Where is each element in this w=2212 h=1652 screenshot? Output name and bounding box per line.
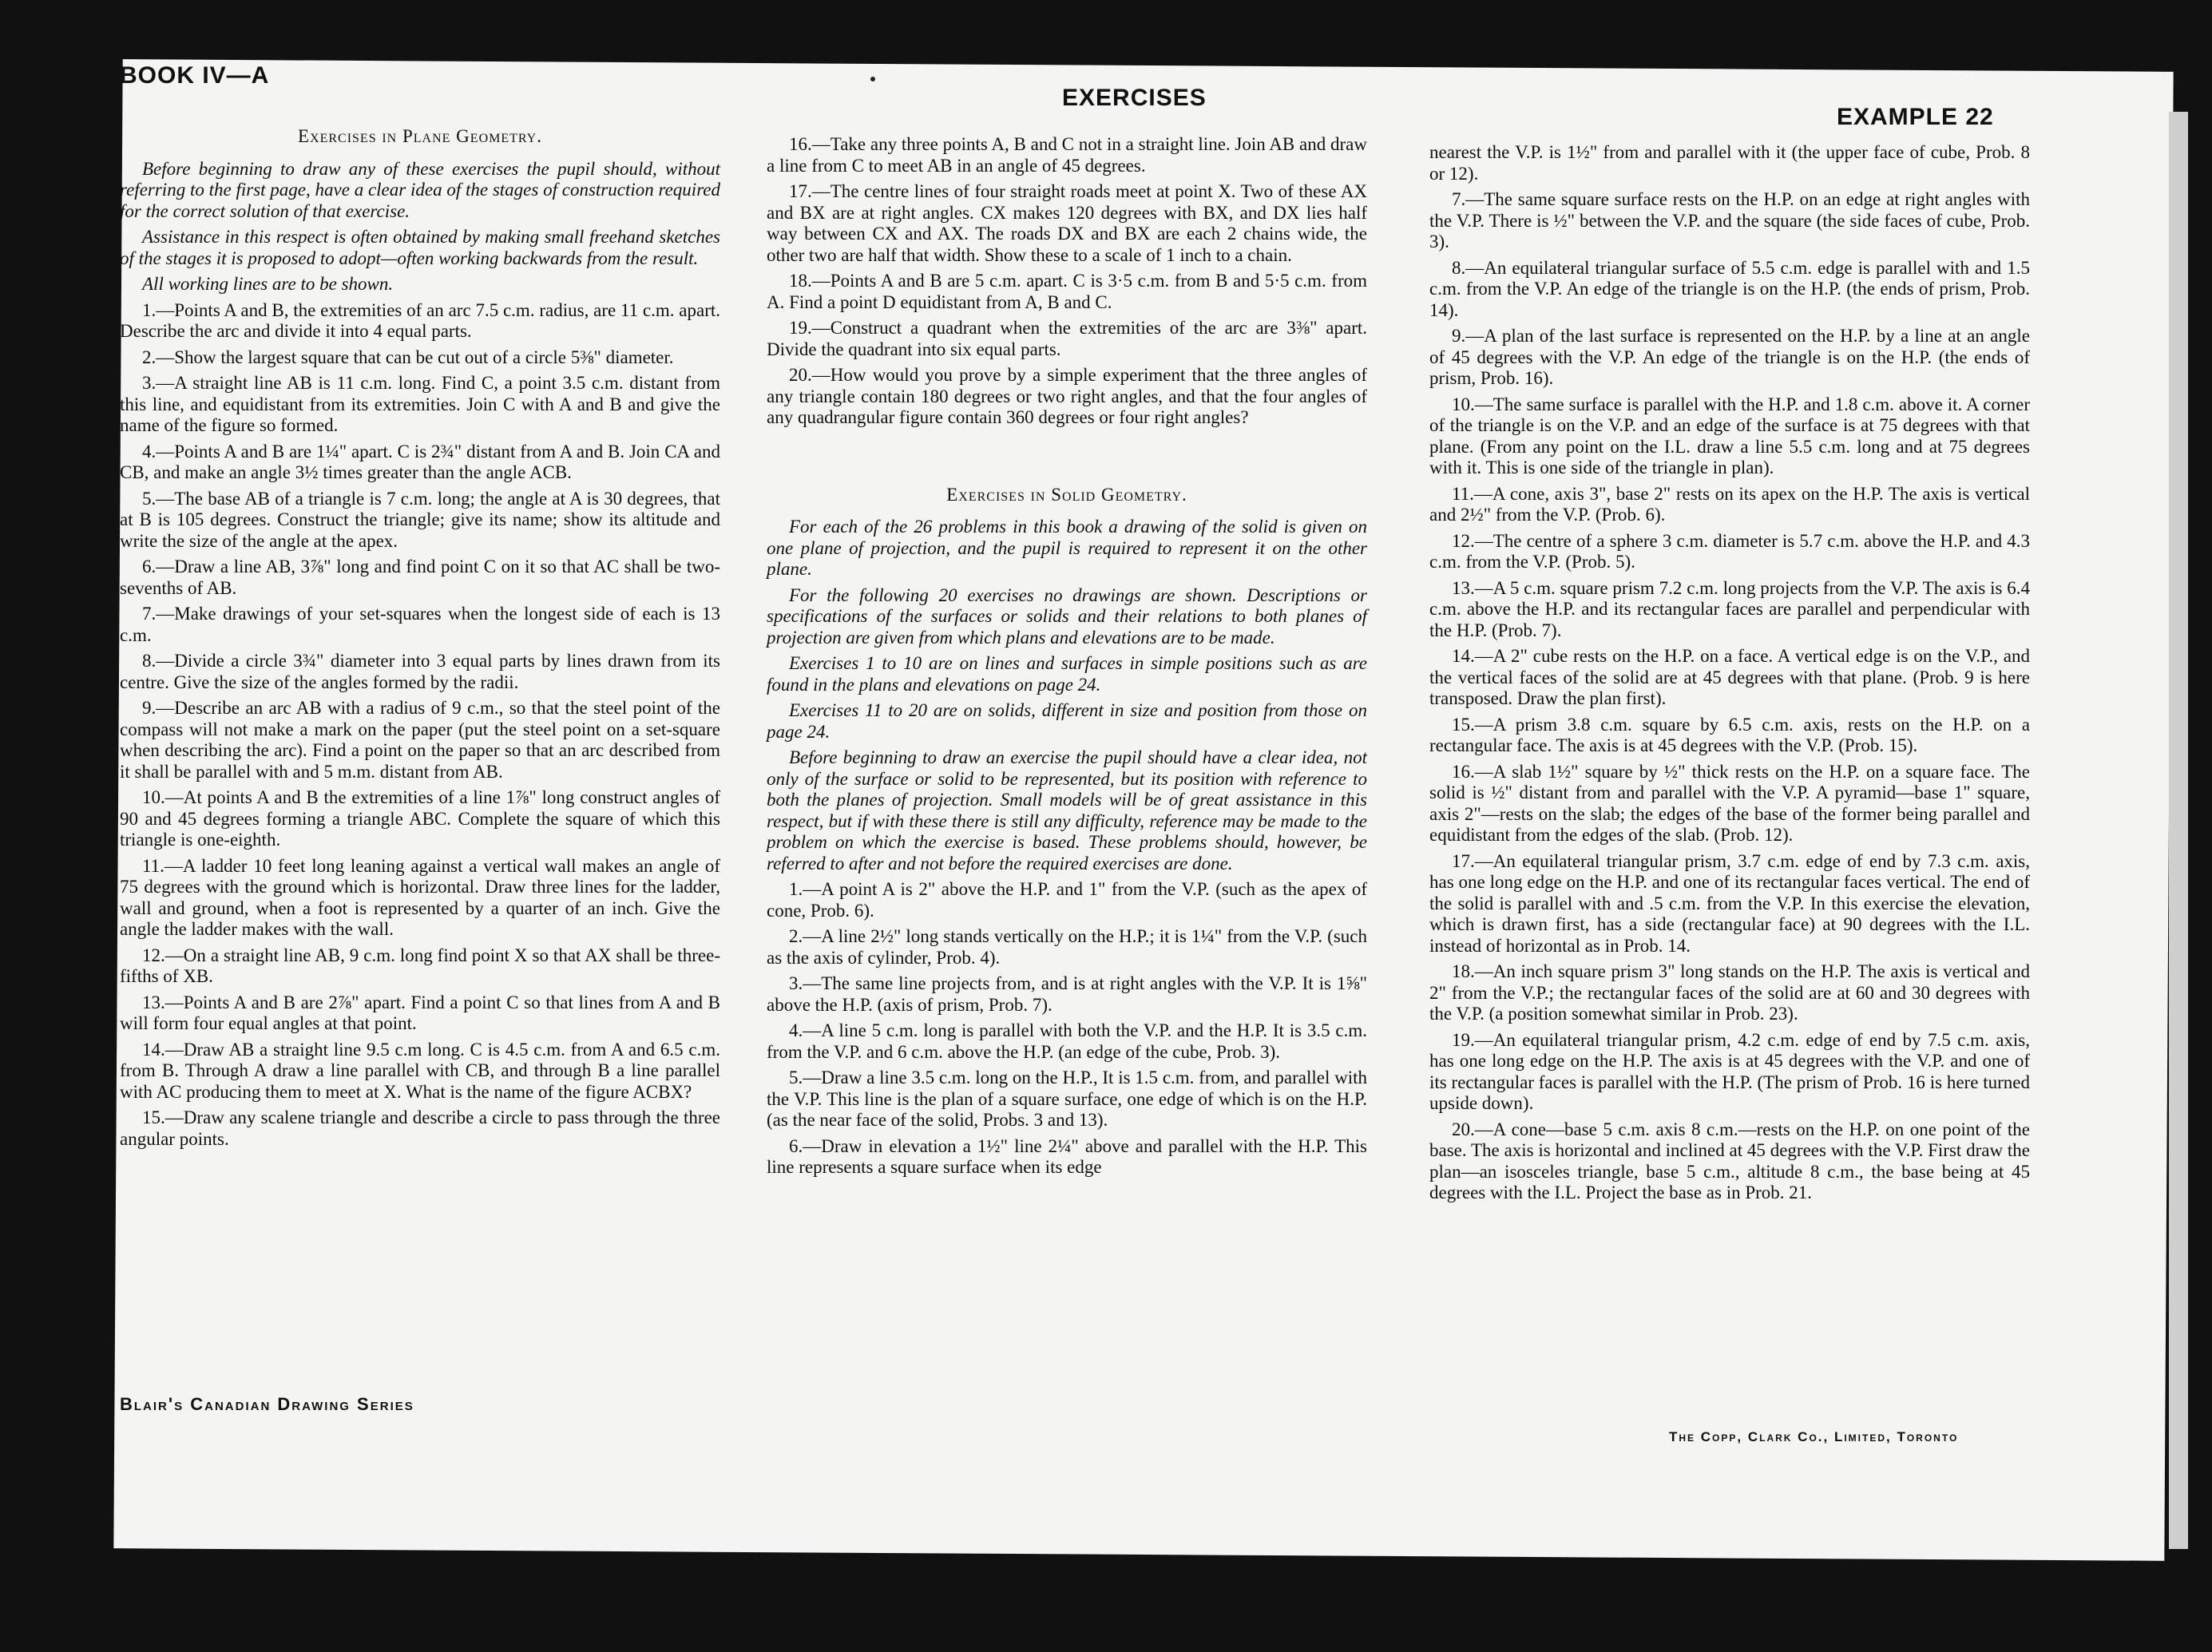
exercise-item: 16.—Take any three points A, B and C not in a straight line. Join AB and draw a line from C to meet AB in an angle of 45 degrees.	[767, 134, 1367, 176]
plane-intro: Before beginning to draw any of these exercises the pupil should, without referring to the first page, have a clear idea of the stages of construction required for the correct solution of that exercise.	[120, 158, 720, 221]
exercise-item: 12.—On a straight line AB, 9 c.m. long find point X so that AX shall be three-fifths of XB.	[120, 945, 720, 986]
exercise-item: 16.—A slab 1½" square by ½" thick rests on the H.P. on a square face. The solid is ½" distant from and parallel with the V.P. A pyramid—base 1" square, axis 2"—rests on the slab; the edges of the base of the former being parallel and equidistant from the edges of the slab. (Prob. 12).	[1429, 761, 2030, 845]
exercise-item: 13.—Points A and B are 2⅞" apart. Find a point C so that lines from A and B will form four equal angles at that point.	[120, 992, 720, 1033]
series-footer: Blair's Canadian Drawing Series	[120, 1394, 414, 1414]
example-label: EXAMPLE 22	[1837, 104, 1994, 130]
solid-intro: For each of the 26 problems in this book a drawing of the solid is given on one plane of projection, and the pupil is required to represent it on the other plane.	[767, 517, 1367, 579]
solid-heading: Exercises in Solid Geometry.	[946, 484, 1187, 505]
exercise-item: 12.—The centre of a sphere 3 c.m. diameter is 5.7 c.m. above the H.P. and 4.3 c.m. from the V.P. (Prob. 5).	[1429, 530, 2030, 572]
exercise-item: 14.—A 2" cube rests on the H.P. on a face. A vertical edge is on the V.P., and the vertical faces of the solid are at 45 degrees with that plane. (Prob. 9 is here transposed. Draw the plan first).	[1429, 646, 2030, 708]
exercise-item: 17.—An equilateral triangular prism, 3.7 c.m. edge of end by 7.3 c.m. axis, has one long edge on the H.P. and one of its rectangular faces vertical. The end of the solid is parallel with and .5 c.m. from the V.P. In this exercise the elevation, which is drawn first, has a side (rectangular face) at 90 degrees with the I.L. instead of horizontal as in Prob. 14.	[1429, 850, 2030, 956]
exercise-item: 1.—Points A and B, the extremities of an arc 7.5 c.m. radius, are 11 c.m. apart. Describe the arc and divide it into 4 equal parts.	[120, 299, 720, 341]
page-title: EXERCISES	[1062, 85, 1207, 111]
column-right	[1429, 142, 2030, 1209]
exercise-item: 2.—A line 2½" long stands vertically on the H.P.; it is 1¼" from the V.P. (such as the axis of cylinder, Prob. 4).	[767, 926, 1367, 968]
publisher-footer: The Copp, Clark Co., Limited, Toronto	[1669, 1429, 1959, 1444]
exercise-item: 9.—A plan of the last surface is represented on the H.P. by a line at an angle of 45 degrees with the V.P. An edge of the triangle is on the H.P. (the ends of prism, Prob. 16).	[1429, 326, 2030, 388]
exercise-item: 11.—A cone, axis 3", base 2" rests on its apex on the H.P. The axis is vertical and 2½" from the V.P. (Prob. 6).	[1429, 483, 2030, 525]
exercise-item: 14.—Draw AB a straight line 9.5 c.m long. C is 4.5 c.m. from A and 6.5 c.m. from B. Through A draw a line parallel with CB, and through B a line parallel with AC producing them to meet at X. What is the name of the figure ACBX?	[120, 1039, 720, 1102]
exercise-item: 5.—The base AB of a triangle is 7 c.m. long; the angle at A is 30 degrees, that at B is 105 degrees. Construct the triangle; give its name; show its altitude and write the size of the angle at the apex.	[120, 488, 720, 551]
exercise-item: 11.—A ladder 10 feet long leaning against a vertical wall makes an angle of 75 degrees with the ground which is horizontal. Draw three lines for the ladder, wall and ground, when a foot is represented by a quarter of an inch. Give the angle the ladder makes with the wall.	[120, 855, 720, 939]
plane-intro: All working lines are to be shown.	[142, 274, 394, 294]
exercise-item: 2.—Show the largest square that can be cut out of a circle 5⅜" diameter.	[142, 347, 674, 367]
exercise-item: 9.—Describe an arc AB with a radius of 9 c.m., so that the steel point of the compass will not make a mark on the paper (put the steel point on a set-square when describing the arc). Find a point on the paper so that an arc described from it shall be parallel with and 5 m.m. distant from AB.	[120, 698, 720, 782]
exercise-item: 18.—An inch square prism 3" long stands on the H.P. The axis is vertical and 2" from the V.P.; the rectangular faces of the solid are at 60 and 30 degrees with the V.P. (a position somewhat similar in Prob. 23).	[1429, 961, 2030, 1024]
exercise-item: 5.—Draw a line 3.5 c.m. long on the H.P., It is 1.5 c.m. from, and parallel with the V.P. This line is the plan of a square surface, one edge of which is on the H.P. (as the near face of the solid, Probs. 3 and 13).	[767, 1068, 1367, 1130]
exercise-item: 8.—An equilateral triangular surface of 5.5 c.m. edge is parallel with and 1.5 c.m. from the V.P. An edge of the triangle is on the H.P. (the ends of prism, Prob. 14).	[1429, 257, 2030, 320]
exercise-item: 6.—Draw a line AB, 3⅞" long and find point C on it so that AC shall be two-sevenths of AB.	[120, 557, 720, 598]
solid-intro: Before beginning to draw an exercise the pupil should have a clear idea, not only of the surface or solid to be represented, but its position with reference to both the planes of projection. Small models will be of great assistance in this respect, but if with these there is still any difficulty, reference may be made to the problem on which the exercise is based. These problems should, however, be referred to after and not before the required exercises are done.	[767, 747, 1367, 874]
exercise-item: 20.—A cone—base 5 c.m. axis 8 c.m.—rests on the H.P. on one point of the base. The axis is horizontal and inclined at 45 degrees with the V.P. First draw the plan—an isosceles triangle, base 5 c.m., altitude 8 c.m., the base being at 45 degrees with the I.L. Project the base as in Prob. 21.	[1429, 1119, 2030, 1202]
exercise-item: 7.—The same square surface rests on the H.P. on an edge at right angles with the V.P. There is ½" between the V.P. and the square (the side faces of cube, Prob. 3).	[1429, 189, 2030, 252]
exercise-item: nearest the V.P. is 1½" from and parallel with it (the upper face of cube, Prob. 8 or 12).	[1429, 142, 2030, 184]
solid-intro: Exercises 11 to 20 are on solids, different in size and position from those on page 24.	[767, 700, 1367, 742]
exercise-item: 3.—A straight line AB is 11 c.m. long. Find C, a point 3.5 c.m. distant from this line, and equidistant from its extremities. Join C with A and B and give the name of the figure so formed.	[120, 373, 720, 435]
exercise-item: 19.—An equilateral triangular prism, 4.2 c.m. edge of end by 7.5 c.m. axis, has one long edge on the H.P. The axis is at 45 degrees with the V.P. and one of its rectangular faces is parallel with the H.P. (The prism of Prob. 16 is here turned upside down).	[1429, 1029, 2030, 1113]
solid-intro: For the following 20 exercises no drawings are shown. Descriptions or specifications of the surfaces or solids and their relations to both planes of projection are given from which plans and elevations are to be made.	[767, 584, 1367, 648]
column-middle	[767, 134, 1367, 1183]
exercise-item: 15.—Draw any scalene triangle and describe a circle to pass through the three angular points.	[120, 1107, 720, 1149]
exercise-item: 4.—A line 5 c.m. long is parallel with both the V.P. and the H.P. It is 3.5 c.m. from the V.P. and 6 c.m. above the H.P. (an edge of the cube, Prob. 3).	[767, 1020, 1367, 1062]
exercise-item: 3.—The same line projects from, and is at right angles with the V.P. It is 1⅝" above the H.P. (axis of prism, Prob. 7).	[767, 973, 1367, 1015]
book-label: BOOK IV—A	[120, 62, 270, 89]
exercise-item: 6.—Draw in elevation a 1½" line 2¼" above and parallel with the H.P. This line represents a square surface when its edge	[767, 1135, 1367, 1177]
exercise-item: 18.—Points A and B are 5 c.m. apart. C is 3·5 c.m. from B and 5·5 c.m. from A. Find a point D equidistant from A, B and C.	[767, 271, 1367, 312]
plane-intro: Assistance in this respect is often obtained by making small freehand sketches of the stages it is proposed to adopt—often working backwards from the result.	[120, 227, 720, 268]
exercise-item: 17.—The centre lines of four straight roads meet at point X. Two of these AX and BX are at right angles. CX makes 120 degrees with BX, and DX lies half way between CX and AX. The roads DX and BX are each 2 chains wide, the other two are half that width. Show these to a scale of 1 inch to a chain.	[767, 181, 1367, 265]
exercise-item: 4.—Points A and B are 1¼" apart. C is 2¾" distant from A and B. Join CA and CB, and make an angle 3½ times greater than the angle ACB.	[120, 441, 720, 482]
column-plane-geometry	[120, 120, 720, 1155]
exercise-item: 10.—The same surface is parallel with the H.P. and 1.8 c.m. above it. A corner of the triangle is on the V.P. and an edge of the surface is at 75 degrees with that plane. (From any point on the I.L. draw a line 5.5 c.m. long and at 75 degrees with it. This is one side of the triangle in plan).	[1429, 394, 2030, 477]
exercise-item: 10.—At points A and B the extremities of a line 1⅞" long construct angles of 90 and 45 degrees forming a triangle ABC. Complete the square of which this triangle is one-eighth.	[120, 787, 720, 850]
exercise-item: 1.—A point A is 2" above the H.P. and 1" from the V.P. (such as the apex of cone, Prob. 6).	[767, 879, 1367, 921]
solid-intro: Exercises 1 to 10 are on lines and surfaces in simple positions such as are found in the plans and elevations on page 24.	[767, 653, 1367, 695]
exercise-item: 20.—How would you prove by a simple experiment that the three angles of any triangle contain 180 degrees or two right angles, and that the four angles of any quadrangular figure contain 360 degrees or four right angles?	[767, 365, 1367, 427]
exercise-item: 8.—Divide a circle 3¾" diameter into 3 equal parts by lines drawn from its centre. Give the size of the angles formed by the radii.	[120, 651, 720, 692]
plane-heading: Exercises in Plane Geometry.	[297, 126, 542, 146]
page-edge	[2169, 112, 2188, 1549]
ink-dot	[870, 77, 875, 81]
exercise-item: 19.—Construct a quadrant when the extremities of the arc are 3⅜" apart. Divide the quadrant into six equal parts.	[767, 318, 1367, 359]
exercise-item: 15.—A prism 3.8 c.m. square by 6.5 c.m. axis, rests on the H.P. on a rectangular face. The axis is at 45 degrees with the V.P. (Prob. 15).	[1429, 714, 2030, 755]
exercise-item: 13.—A 5 c.m. square prism 7.2 c.m. long projects from the V.P. The axis is 6.4 c.m. above the H.P. and its rectangular faces are parallel and perpendicular with the H.P. (Prob. 7).	[1429, 577, 2030, 640]
exercise-item: 7.—Make drawings of your set-squares when the longest side of each is 13 c.m.	[120, 604, 720, 645]
